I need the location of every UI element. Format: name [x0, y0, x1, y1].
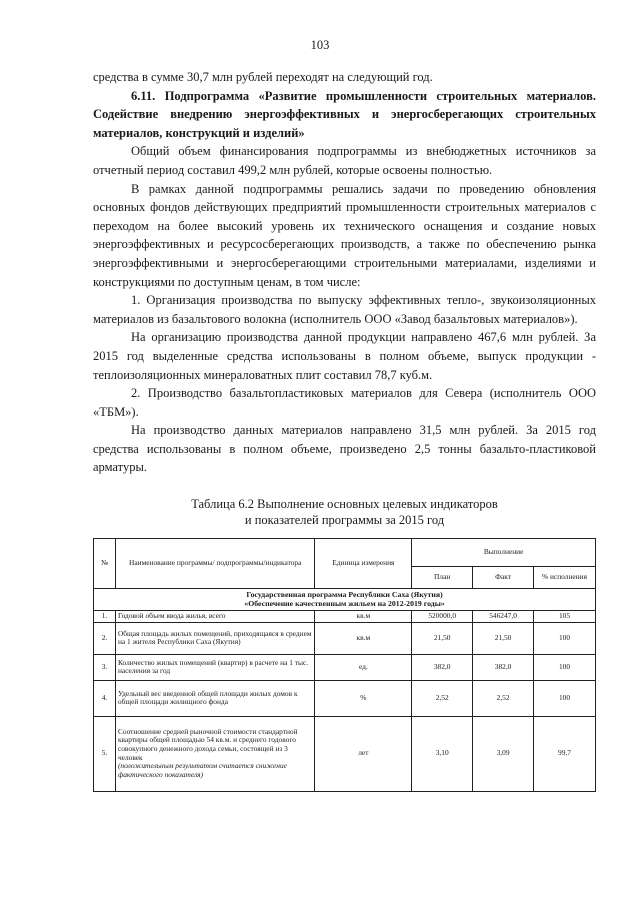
header-plan: План: [412, 567, 473, 589]
row-plan: 3,10: [412, 716, 473, 791]
header-unit: Единица измерения: [315, 539, 412, 589]
row-name-cell: [115, 716, 315, 791]
row-name: Соотношение средней рыночной стоимости стандартной квартиры общей площадью 54 кв.м. и среднего годового совокупного денежного дохода семьи, состоящей из 3 человек: [117, 726, 298, 762]
table-header-row: [94, 539, 596, 567]
row-plan: 382,0: [412, 654, 473, 680]
paragraph-item-1: 1. Организация производства по выпуску эффективных тепло-, звукоизоляционных материалов из базальтового волокна (исполнитель ООО «Завод базальтовых материалов»).: [93, 293, 596, 326]
row-num: 5.: [94, 716, 116, 791]
row-num: 2.: [94, 622, 116, 654]
header-percent: % исполнения: [534, 567, 596, 589]
table-caption-line-2: и показателей программы за 2015 год: [244, 512, 445, 527]
paragraph-item-1-funding: На организацию производства данной продукции направлено 467,6 млн рублей. За 2015 год выделенные средства использованы в полном объеме, выпуск продукции - теплоизоляционных минераловатных плит составил 78,7 куб.м.: [93, 330, 596, 382]
row-percent: 99,7: [534, 716, 596, 791]
page-number: 103: [310, 38, 330, 52]
row-name: Количество жилых помещений (квартир) в расчете на 1 тыс. населения за год: [115, 654, 315, 680]
program-title-row: [94, 589, 596, 611]
paragraph-continuation: средства в сумме 30,7 млн рублей переходят на следующий год.: [93, 70, 433, 84]
paragraph-item-2: 2. Производство базальтопластиковых материалов для Севера (исполнитель ООО «ТБМ»).: [93, 386, 596, 419]
row-plan: 21,50: [412, 622, 473, 654]
row-unit: кв.м: [315, 611, 412, 623]
table-row: [94, 611, 596, 623]
table-row: [94, 680, 596, 716]
row-percent: 100: [534, 680, 596, 716]
indicators-table: [93, 538, 596, 792]
paragraph-tasks: В рамках данной подпрограммы решались задачи по проведению обновления основных фондов действующих предприятий промышленности строительных материалов с переходом на более высокий уровень их технического оснащения и создание новых энергоэффективных и ресурсосберегающих производств, а также по обеспечению рынка энергоэффективными и энергосберегающими строительными материалами, изделиями и конструкциями по доступным ценам, в том числе:: [93, 181, 596, 289]
row-percent: 105: [534, 611, 596, 623]
table-caption-line-1: Таблица 6.2 Выполнение основных целевых индикаторов: [191, 497, 498, 511]
table-row: [94, 716, 596, 791]
body-text: [93, 68, 596, 477]
row-unit: кв.м: [315, 622, 412, 654]
program-title-line-1: Государственная программа Республики Саха (Якутия): [246, 589, 443, 599]
header-fact: Факт: [473, 567, 534, 589]
header-execution: Выполнение: [412, 539, 596, 567]
section-heading: 6.11. Подпрограмма «Развитие промышленности строительных материалов. Содействие внедрению энергоэффективных и энергосберегающих строительных материалов, конструкций и изделий»: [93, 88, 596, 140]
paragraph-item-2-funding: На производство данных материалов направлено 31,5 млн рублей. За 2015 год средства использованы в полном объеме, произведено 2,5 тонны базальто-пластиковой арматуры.: [93, 423, 596, 475]
row-percent: 100: [534, 654, 596, 680]
row-fact: 21,50: [473, 622, 534, 654]
row-unit: %: [315, 680, 412, 716]
row-name: Удельный вес введенной общей площади жилых домов к общей площади жилищного фонда: [115, 680, 315, 716]
row-plan: 520000,0: [412, 611, 473, 623]
row-name: Годовой объем ввода жилья, всего: [115, 611, 315, 623]
row-fact: 3,09: [473, 716, 534, 791]
row-percent: 100: [534, 622, 596, 654]
paragraph-financing: Общий объем финансирования подпрограммы из внебюджетных источников за отчетный период составил 499,2 млн рублей, которые освоены полностью.: [93, 144, 596, 177]
row-unit: лет: [315, 716, 412, 791]
row-plan: 2,52: [412, 680, 473, 716]
header-num: №: [94, 539, 116, 589]
row-fact: 546247,0: [473, 611, 534, 623]
row-fact: 2,52: [473, 680, 534, 716]
row-num: 3.: [94, 654, 116, 680]
row-unit: ед.: [315, 654, 412, 680]
row-num: 1.: [94, 611, 116, 623]
table-row: [94, 654, 596, 680]
program-title: [94, 589, 596, 611]
row-fact: 382,0: [473, 654, 534, 680]
row-name: Общая площадь жилых помещений, приходящаяся в среднем на 1 жителя Республики Саха (Якутия): [115, 622, 315, 654]
table-row: [94, 622, 596, 654]
program-title-line-2: «Обеспечение качественным жильем на 2012-2019 годы»: [244, 598, 445, 608]
table-caption: [93, 497, 596, 528]
row-note: (положительным результатом считается снижение фактического показателя): [117, 761, 287, 779]
header-name: Наименование программы/ подпрограммы/индикатора: [115, 539, 315, 589]
row-num: 4.: [94, 680, 116, 716]
